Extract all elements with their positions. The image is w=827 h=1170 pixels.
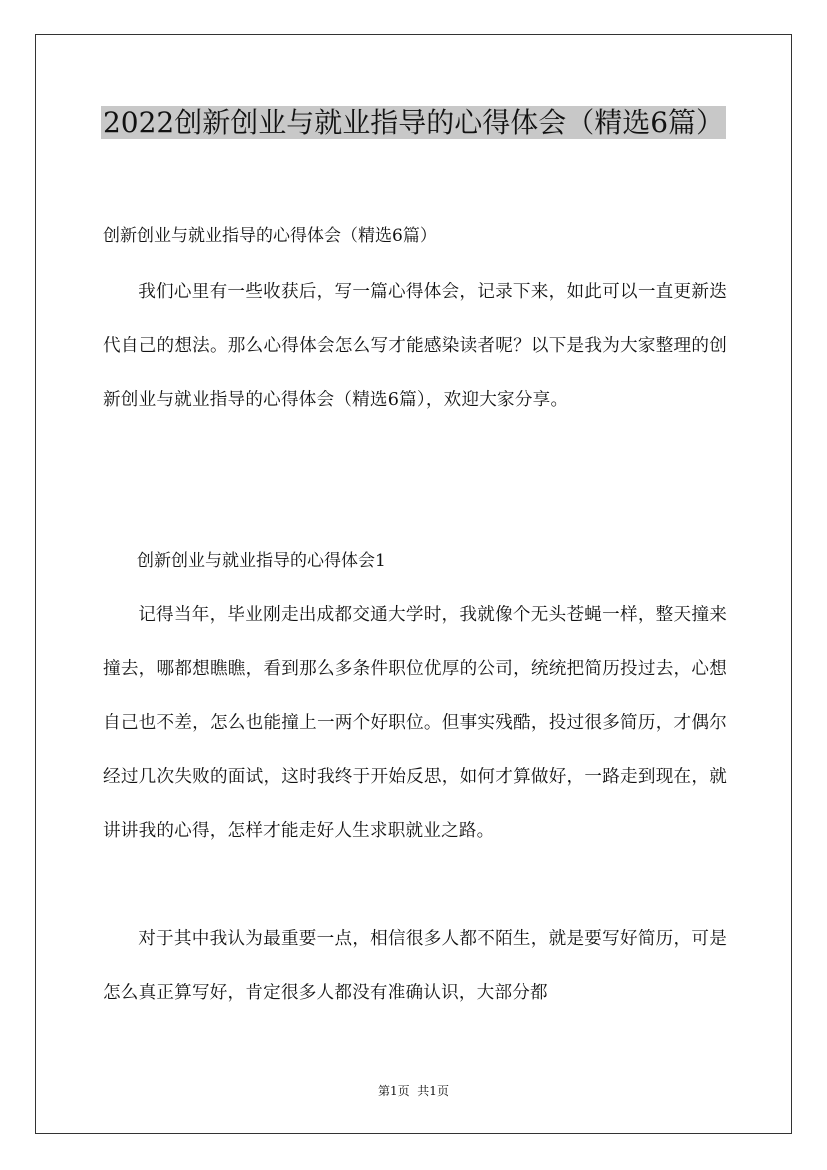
page-footer: 第1页 共1页 (378, 1084, 449, 1098)
intro-paragraph: 我们心里有一些收获后，写一篇心得体会，记录下来，如此可以一直更新迭代自己的想法。那么心得体会怎么写才能感染读者呢？以下是我为大家整理的创新创业与就业指导的心得体会（精选6篇），欢迎大家分享。 (103, 282, 727, 410)
body-paragraph: 对于其中我认为最重要一点，相信很多人都不陌生，就是要写好简历，可是怎么真正算写好，肯定很多人都没有准确认识，大部分都 (103, 929, 727, 1003)
section-heading: 创新创业与就业指导的心得体会1 (137, 551, 386, 571)
document-title (60, 100, 767, 146)
document-subtitle: 创新创业与就业指导的心得体会（精选6篇） (103, 226, 437, 246)
body-paragraph: 记得当年，毕业刚走出成都交通大学时，我就像个无头苍蝇一样，整天撞来撞去，哪都想瞧瞧，看到那么多条件职位优厚的公司，统统把简历投过去，心想自己也不差，怎么也能撞上一两个好职位。但事实残酷，投过很多简历，才偶尔经过几次失败的面试，这时我终于开始反思，如何才算做好，一路走到现在，就讲讲我的心得，怎样才能走好人生求职就业之路。 (103, 605, 727, 841)
title-highlight: 2022创新创业与就业指导的心得体会（精选6篇） (102, 106, 725, 139)
